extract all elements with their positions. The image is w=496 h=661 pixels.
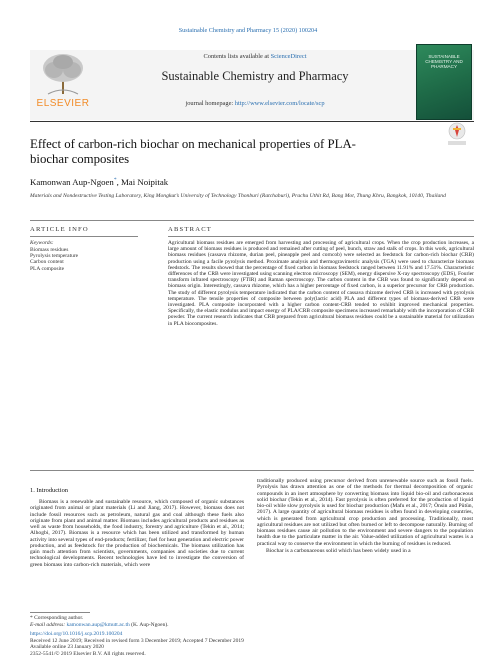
- keyword-list: [30, 247, 78, 272]
- abstract-end-divider: [30, 470, 474, 471]
- section-heading-introduction: 1. Introduction: [30, 487, 68, 494]
- sciencedirect-link[interactable]: ScienceDirect: [270, 53, 307, 60]
- publisher-wordmark: ELSEVIER: [36, 98, 90, 109]
- author-list: [30, 177, 168, 187]
- corresponding-author-mark[interactable]: *: [113, 177, 117, 184]
- body-column-right: [257, 478, 473, 555]
- abstract-heading: ABSTRACT: [168, 226, 213, 233]
- homepage-link[interactable]: http://www.elsevier.com/locate/scp: [234, 100, 325, 107]
- body-paragraph: Biomass is a renewable and sustainable resource, which composed of organic substances originated from animal or plant materials (Li and Jiang, 2017). However, biomass does not include fossil resources such as petroleum, natural gas and coal although these fuels also originate from plant and animal matter. Biomass includes agricultural products and residues as well as waste from households, the food industry, forestry and agriculture (Tekin et al., 2014; Alhogbi, 2017). Biomass is a resource which has been utilized and transformed by human activity into several types of end-products; fertilizer, fuel for heat generation and electric power production, and as feedstock for the production of biochemicals. The biomass utilization has gain much attention from scientists, governments, companies and societies due to current technological developments. Recent technologies have led to investigate the conversion of green biomass into carbon-rich materials, which were: [30, 499, 244, 568]
- author-affiliation: Materials and Nondestructive Testing Laboratory, King Mongkut’s University of Technology Thonburi (Ratchaburi), Prachu Uthit Rd, Bang Mot, Thung Khru, Bangkok, 10140, Thailand: [30, 193, 446, 199]
- homepage-prefix: journal homepage:: [185, 100, 235, 107]
- journal-homepage: [100, 100, 410, 107]
- journal-title: Sustainable Chemistry and Pharmacy: [161, 69, 349, 83]
- footnote-block: [30, 615, 470, 658]
- email-line: [30, 622, 470, 629]
- body-paragraph: traditionally produced using precursor derived from unrenewable source such as fossil fuels. Pyrolysis has drawn attention as one of the methods for thermal decomposition of organic compounds in an inert atmosphere by converting biomass into liquid bio-oil and carbonaceous solid biochar (Tekin et al., 2014). Fast pyrolysis is often preferred for the production of liquid bio-oil while slow pyrolysis is used for biochar production (Mafu et al., 2017; Önsin and Pütün, 2017). A large quantity of agricultural biomass residues is often found in developing countries, which is generated from agricultural crop production and processing. Traditionally, most agricultural residues are not utilized but often burned or left to decompose naturally. Burning of biomass residues cause air pollution to the environment and severe dangers to the population health due to the particulate matter in the air. Value-added utilization of agricultural wastes is a practical way to conserve the environment in which the burning of residues is reduced.: [257, 478, 473, 547]
- doi-link[interactable]: https://doi.org/10.1016/j.scp.2019.100204: [30, 631, 123, 638]
- author-separator: ,: [116, 177, 121, 187]
- keywords-label: Keywords:: [30, 240, 54, 246]
- online-date: Available online 23 January 2020: [30, 644, 104, 651]
- affiliation-divider: [30, 220, 474, 221]
- email-suffix: (K. Aup-Ngoen).: [129, 621, 169, 628]
- abstract-text: Agricultural biomass residues are emerged from harvesting and processing of agricultural crops. When the crop production increases, a large amount of biomass residues is produced and remained after cutting of peel, bunch, straw and stalk of crops. In this work, agricultural biomass residues (cassava rhizome, durian peel, pineapple peel and corncob) were selected as feedstock for carbon-rich biochar (CRB) production using a facile pyrolysis method. Proximate analysis and thermogravimetric analysis (TGA) were used to characterize biomass feedstock. The results showed that the percentage of fixed carbon in biomass feedstock ranged between 11.91% and 17.51%. Characteristic differences of the CRB were investigated using scanning electron microscopy (SEM), energy dispersive X-ray spectroscopy (EDS), Fourier transform infrared spectroscopy (FTIR) and Raman spectroscopy. The carbon content in the CRB was found to significantly depend on biomass origin. Interestingly, cassava rhizome, which has a higher percentage of fixed carbon, is a superior precursor for CRB production. The study of different pyrolysis temperature indicated that the carbon content of cassava rhizome derived CRB is increased with pyrolysis temperature. The tensile properties of composite between poly(lactic acid) PLA and different types of biomass-derived CRB were investigated. PLA composite incorporated with a higher carbon content-CRB tended to exhibit improved mechanical properties. Specifically, the elastic modulus and impact energy of PLA/CRB composite specimens increased remarkably with the incorporation of CRB powder. The current research indicates that CRB prepared from agricultural biomass residues could be a sustainable material for utilization in PLA biocomposites.: [168, 240, 474, 327]
- body-column-left: [30, 499, 244, 569]
- abstract-divider: [168, 236, 474, 237]
- copyright-line: 2352-5541/© 2019 Elsevier B.V. All rights reserved.: [30, 650, 146, 657]
- body-paragraph: Biochar is a carbonaceous solid which has been widely used in a: [266, 547, 411, 554]
- keyword-item: PLA composite: [30, 265, 65, 272]
- article-info-heading: ARTICLE INFO: [30, 226, 89, 233]
- journal-cover-title: SUSTAINABLE CHEMISTRY AND PHARMACY: [425, 54, 463, 70]
- header-divider: [30, 121, 474, 122]
- received-dates: Received 12 June 2019; Received in revised form 3 December 2019; Accepted 7 December 2019: [30, 637, 244, 644]
- contents-line: [100, 53, 410, 60]
- corresponding-author-note: * Corresponding author.: [30, 615, 84, 621]
- email-link[interactable]: kamonwan.aup@kmutt.ac.th: [66, 621, 130, 628]
- keyword-item: Biomass residues: [30, 247, 69, 253]
- author-name[interactable]: Mai Noipitak: [120, 177, 169, 187]
- journal-masthead: [30, 50, 474, 120]
- article-info-divider: [30, 236, 138, 237]
- keyword-item: Carbon content: [30, 259, 64, 266]
- article-title: Effect of carbon-rich biochar on mechanical properties of PLA-biochar composites: [30, 137, 356, 166]
- journal-reference[interactable]: Sustainable Chemistry and Pharmacy 15 (2020) 100204: [178, 27, 318, 34]
- contents-prefix: Contents lists available at: [203, 53, 271, 60]
- footnote-divider: [30, 612, 90, 613]
- author-name[interactable]: Kamonwan Aup-Ngoen: [30, 177, 114, 187]
- crossmark-icon[interactable]: [447, 122, 467, 148]
- keyword-item: Pyrolysis temperature: [30, 253, 79, 260]
- email-label: E-mail address:: [30, 621, 67, 628]
